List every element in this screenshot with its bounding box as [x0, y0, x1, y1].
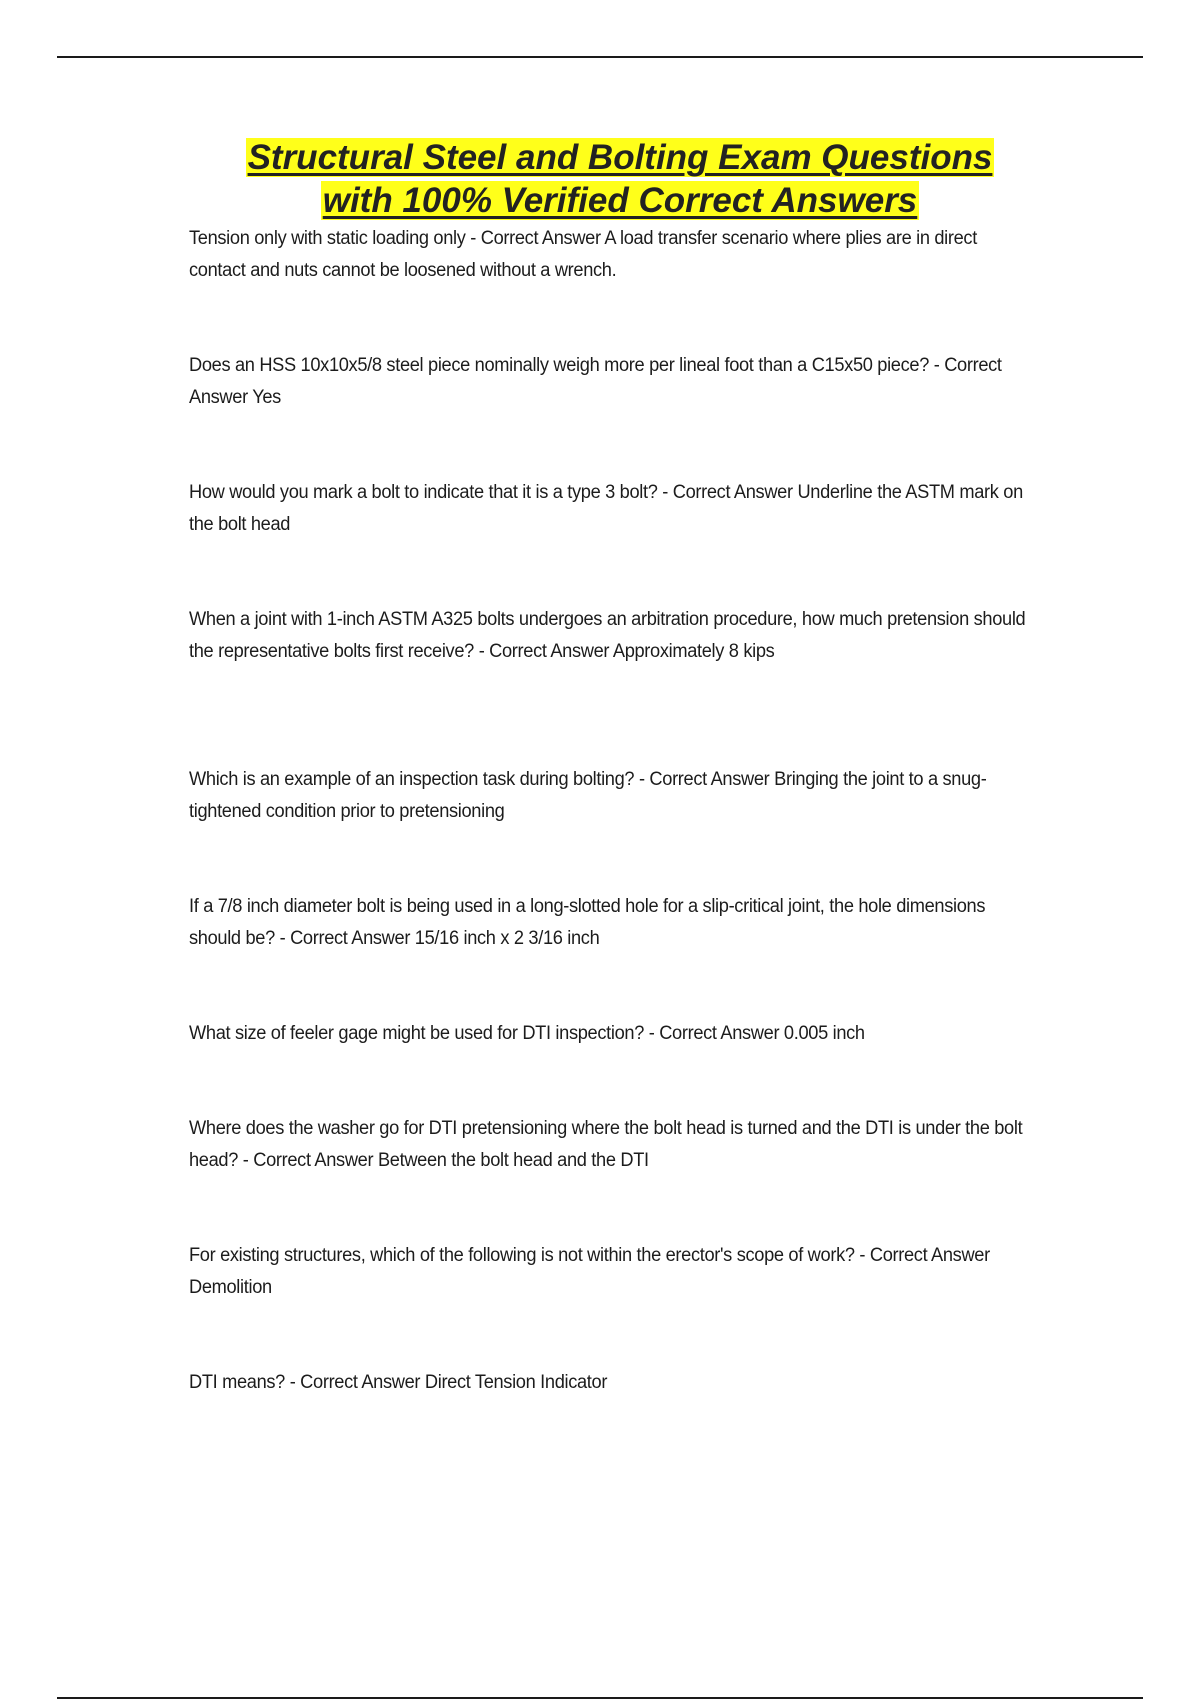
qa-item-6: If a 7/8 inch diameter bolt is being used in a long-slotted hole for a slip-critical joint, the hole dimensions should be? - Correct Answer 15/16 inch x 2 3/16 inch: [189, 896, 986, 949]
title-line-2: with 100% Verified Correct Answers: [322, 181, 918, 220]
qa-item-7: What size of feeler gage might be used for DTI inspection? - Correct Answer 0.005 inch: [189, 1023, 865, 1044]
qa-item-3: How would you mark a bolt to indicate that it is a type 3 bolt? - Correct Answer Underline the ASTM mark on the bolt head: [189, 482, 1023, 535]
qa-item-4: When a joint with 1-inch ASTM A325 bolts undergoes an arbitration procedure, how much pretension should the representative bolts first receive? - Correct Answer Approximately 8 kips: [189, 609, 1026, 662]
qa-item-1: Tension only with static loading only - Correct Answer A load transfer scenario where plies are in direct contact and nuts cannot be loosened without a wrench.: [189, 228, 977, 281]
document-title: [0, 136, 1200, 222]
qa-item-2: Does an HSS 10x10x5/8 steel piece nominally weigh more per lineal foot than a C15x50 piece? - Correct Answer Yes: [189, 355, 1002, 408]
bottom-rule: [57, 1697, 1143, 1699]
top-rule: [57, 56, 1143, 58]
qa-item-9: For existing structures, which of the following is not within the erector's scope of work? - Correct Answer Demolition: [189, 1245, 990, 1298]
qa-item-10: DTI means? - Correct Answer Direct Tension Indicator: [189, 1372, 608, 1393]
title-line-1: Structural Steel and Bolting Exam Questions: [247, 138, 993, 177]
qa-item-8: Where does the washer go for DTI pretensioning where the bolt head is turned and the DTI is under the bolt head? - Correct Answer Between the bolt head and the DTI: [189, 1118, 1023, 1171]
qa-item-5: Which is an example of an inspection task during bolting? - Correct Answer Bringing the joint to a snug-tightened condition prior to pretensioning: [189, 769, 987, 822]
